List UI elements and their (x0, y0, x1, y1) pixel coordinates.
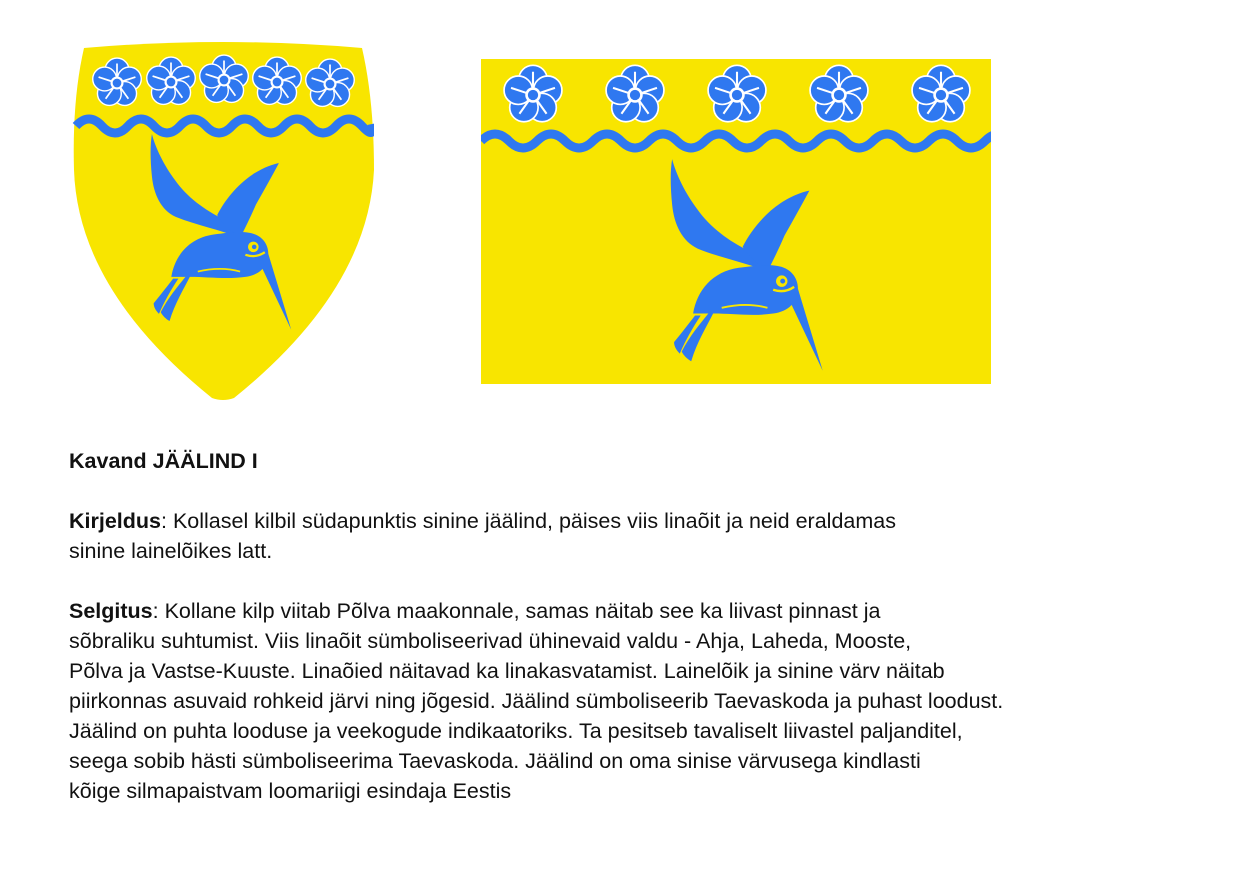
explanation-line: Jäälind on puhta looduse ja veekogude indikaatoriks. Ta pesitseb tavaliselt liivastel paljanditel, (69, 719, 963, 743)
document-title: Kavand JÄÄLIND I (69, 449, 258, 473)
explanation-line: Põlva ja Vastse-Kuuste. Linaõied näitavad ka linakasvatamist. Lainelõik ja sinine värv näitab (69, 659, 945, 683)
description-line: sinine lainelõikes latt. (69, 539, 273, 563)
explanation-line: piirkonnas asuvaid rohkeid järvi ning jõgesid. Jäälind sümboliseerib Taevaskoda ja puhast loodust. (69, 689, 1004, 713)
explanation-paragraph (69, 596, 1219, 806)
coat-of-arms-shield (72, 40, 374, 402)
description-paragraph (69, 506, 1219, 566)
description-label: Kirjeldus (69, 509, 161, 533)
explanation-label: Selgitus (69, 599, 153, 623)
explanation-line: kõige silmapaistvam loomariigi esindaja Eestis (69, 779, 512, 803)
explanation-line: seega sobib hästi sümboliseerima Taevaskoda. Jäälind on oma sinise värvusega kindlasti (69, 749, 921, 773)
flag (481, 59, 991, 384)
explanation-line: : Kollane kilp viitab Põlva maakonnale, samas näitab see ka liivast pinnast ja (152, 599, 881, 623)
explanation-line: sõbraliku suhtumist. Viis linaõit sümboliseerivad ühinevaid valdu - Ahja, Laheda, Mooste, (69, 629, 912, 653)
document-text (69, 446, 1219, 836)
description-line: : Kollasel kilbil südapunktis sinine jäälind, päises viis linaõit ja neid eraldamas (161, 509, 896, 533)
